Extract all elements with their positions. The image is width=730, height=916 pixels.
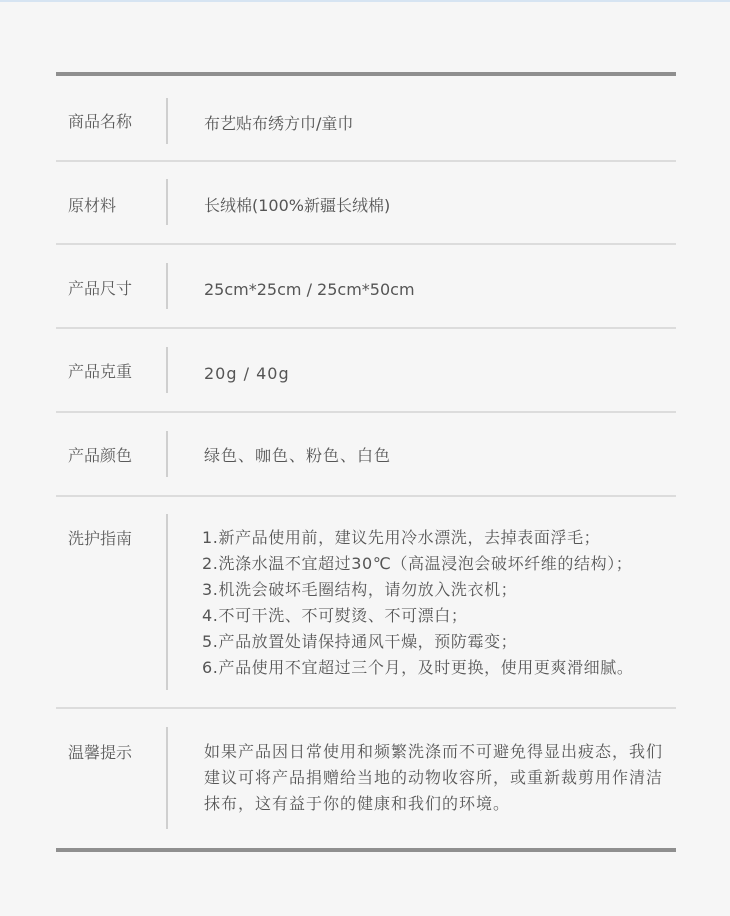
care-instruction: 3.机洗会破坏毛圈结构，请勿放入洗衣机； [202, 580, 518, 599]
top-accent-line [0, 0, 730, 2]
spec-value: 20g / 40g [204, 364, 290, 383]
spec-label: 产品颜色 [68, 446, 133, 465]
spec-label: 商品名称 [68, 112, 133, 131]
column-divider [166, 347, 168, 393]
column-divider [166, 514, 168, 690]
column-divider [166, 431, 168, 477]
spec-label: 产品克重 [68, 362, 133, 381]
care-instruction: 5.产品放置处请保持通风干燥，预防霉变； [202, 632, 518, 651]
spec-value: 绿色、咖色、粉色、白色 [204, 446, 392, 465]
column-divider [166, 727, 168, 829]
spec-row-product-name [56, 76, 676, 160]
spec-row-size [56, 245, 676, 327]
column-divider [166, 179, 168, 225]
spec-row-notice [56, 709, 676, 848]
spec-label: 洗护指南 [68, 529, 133, 548]
spec-label: 温馨提示 [68, 743, 133, 762]
spec-value: 长绒棉(100%新疆长绒棉) [204, 196, 391, 215]
care-instruction: 2.洗涤水温不宜超过30℃（高温浸泡会破坏纤维的结构）； [202, 554, 633, 573]
column-divider [166, 98, 168, 144]
spec-value: 25cm*25cm / 25cm*50cm [204, 280, 415, 299]
care-instructions-list [202, 525, 633, 681]
spec-value: 布艺贴布绣方巾/童巾 [204, 114, 354, 133]
spec-row-colors [56, 413, 676, 495]
spec-label: 原材料 [68, 196, 117, 215]
table-bottom-rule [56, 848, 676, 852]
care-instruction: 4.不可干洗、不可熨烫、不可漂白； [202, 606, 468, 625]
spec-row-care-guide [56, 497, 676, 707]
spec-label: 产品尺寸 [68, 279, 133, 298]
notice-text: 如果产品因日常使用和频繁洗涤而不可避免得显出疲态，我们建议可将产品捐赠给当地的动物收容所，或重新裁剪用作清洁抹布，这有益于你的健康和我们的环境。 [204, 742, 664, 813]
product-spec-table [56, 72, 676, 852]
spec-row-weight [56, 329, 676, 411]
care-instruction: 1.新产品使用前，建议先用冷水漂洗，去掉表面浮毛； [202, 528, 601, 547]
column-divider [166, 263, 168, 309]
care-instruction: 6.产品使用不宜超过三个月，及时更换，使用更爽滑细腻。 [202, 658, 634, 677]
spec-row-material [56, 162, 676, 243]
